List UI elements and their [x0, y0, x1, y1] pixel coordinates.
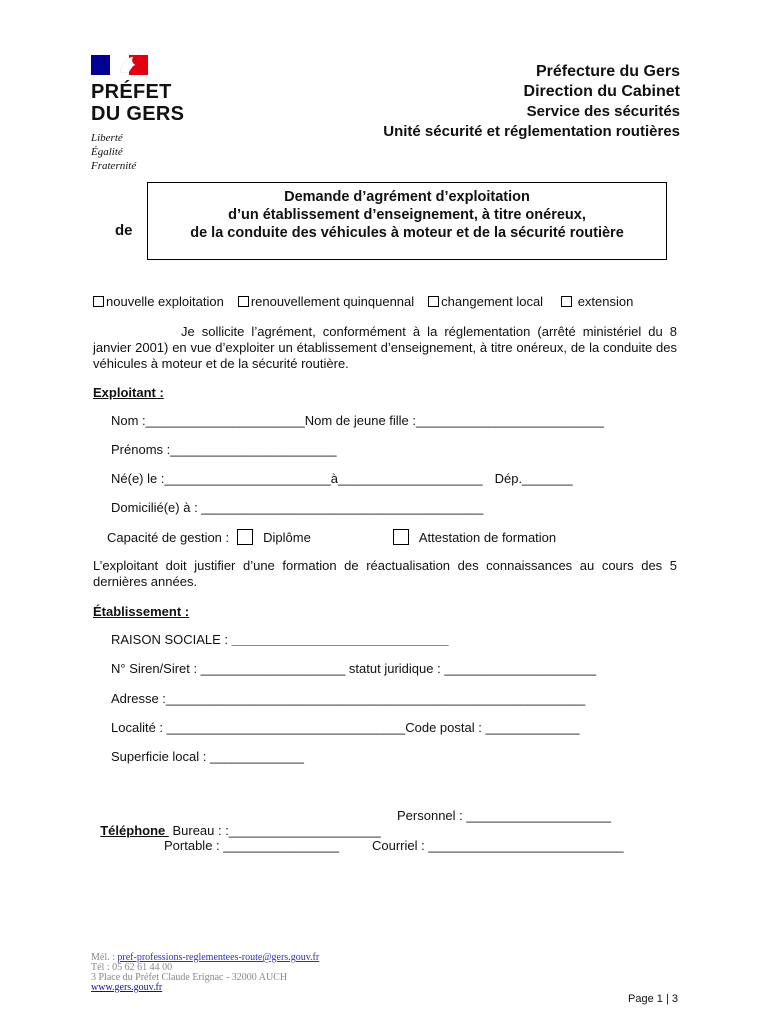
option-extension[interactable]: extension: [561, 294, 633, 309]
etablissement-heading: Établissement :: [93, 604, 190, 619]
nom-field[interactable]: Nom :______________________Nom de jeune fille :__________________________: [111, 413, 604, 428]
footer-contact: Mél. : pref-professions-reglementees-route@gers.gouv.fr Tél : 05 62 61 44 00 3 Place du Préfet Claude Erignac - 32000 AUCH www.gers.gouv.fr: [91, 952, 320, 993]
checkbox[interactable]: [561, 296, 572, 307]
title-line: d’un établissement d’enseignement, à titre onéreux,: [228, 207, 586, 223]
title-box: [147, 182, 667, 260]
exploitant-note: L’exploitant doit justifier d’une formation de réactualisation des connaissances au cours des 5 dernières années.: [93, 558, 677, 589]
prenoms-field[interactable]: Prénoms :_______________________: [111, 442, 337, 457]
request-type-options: [93, 294, 633, 309]
localite-field[interactable]: Localité : _________________________________Code postal : _____________: [111, 720, 580, 735]
raison-sociale-field[interactable]: RAISON SOCIALE : ______________________________: [111, 632, 449, 647]
email-link[interactable]: pref-professions-reglementees-route@gers.gouv.fr: [117, 952, 320, 963]
courriel-field[interactable]: Courriel : ___________________________: [372, 838, 624, 853]
telephone-heading: Téléphone: [100, 823, 169, 838]
title-prefix: de: [115, 222, 133, 239]
header-line: Direction du Cabinet: [523, 83, 680, 100]
intro-paragraph: Je sollicite l’agrément, conformément à la réglementation (arrêté ministériel du 8 janvier 2001) en vue d’exploiter un établissement d’enseignement, à titre onéreux, de la conduite des véhicules à moteur et de la sécurité routière.: [93, 324, 677, 371]
siren-field[interactable]: N° Siren/Siret : ____________________ statut juridique : _____________________: [111, 661, 597, 676]
option-nouvelle-exploitation[interactable]: nouvelle exploitation: [93, 294, 224, 309]
prefet-logo-text: PRÉFET DU GERS: [91, 81, 185, 125]
exploitant-heading: Exploitant :: [93, 385, 164, 400]
header-line: Préfecture du Gers: [535, 63, 680, 80]
telephone-row: [93, 808, 381, 838]
superficie-field[interactable]: Superficie local : _____________: [111, 749, 304, 764]
header-services: [383, 62, 680, 142]
portable-field[interactable]: Portable : ________________: [164, 838, 339, 853]
attestation-checkbox[interactable]: [393, 529, 409, 545]
devise: Liberté Égalité Fraternité: [91, 132, 137, 172]
naissance-field[interactable]: Né(e) le :_______________________à____________________ Dép._______: [111, 471, 573, 486]
option-renouvellement[interactable]: renouvellement quinquennal: [238, 294, 414, 309]
option-changement-local[interactable]: changement local: [428, 294, 543, 309]
diplome-checkbox[interactable]: [237, 529, 253, 545]
marianne-icon: [116, 54, 138, 76]
capacite-row: Capacité de gestion : Diplôme Attestation de formation: [107, 529, 557, 545]
adresse-field[interactable]: Adresse :__________________________________________________________: [111, 691, 586, 706]
checkbox[interactable]: [238, 296, 249, 307]
checkbox[interactable]: [93, 296, 104, 307]
bureau-field[interactable]: Bureau : :_____________________: [168, 823, 381, 838]
checkbox[interactable]: [428, 296, 439, 307]
title-line: de la conduite des véhicules à moteur et de la sécurité routière: [190, 225, 624, 241]
title-line: Demande d’agrément d’exploitation: [284, 189, 530, 205]
header-line: Unité sécurité et réglementation routières: [383, 123, 680, 140]
personnel-field[interactable]: Personnel : ____________________: [397, 808, 611, 823]
header-line: Service des sécurités: [526, 103, 680, 120]
domicile-field[interactable]: Domicilié(e) à : _______________________________________: [111, 500, 484, 515]
website-link[interactable]: www.gers.gouv.fr: [91, 982, 163, 993]
page-number: Page 1 | 3: [628, 993, 678, 1005]
